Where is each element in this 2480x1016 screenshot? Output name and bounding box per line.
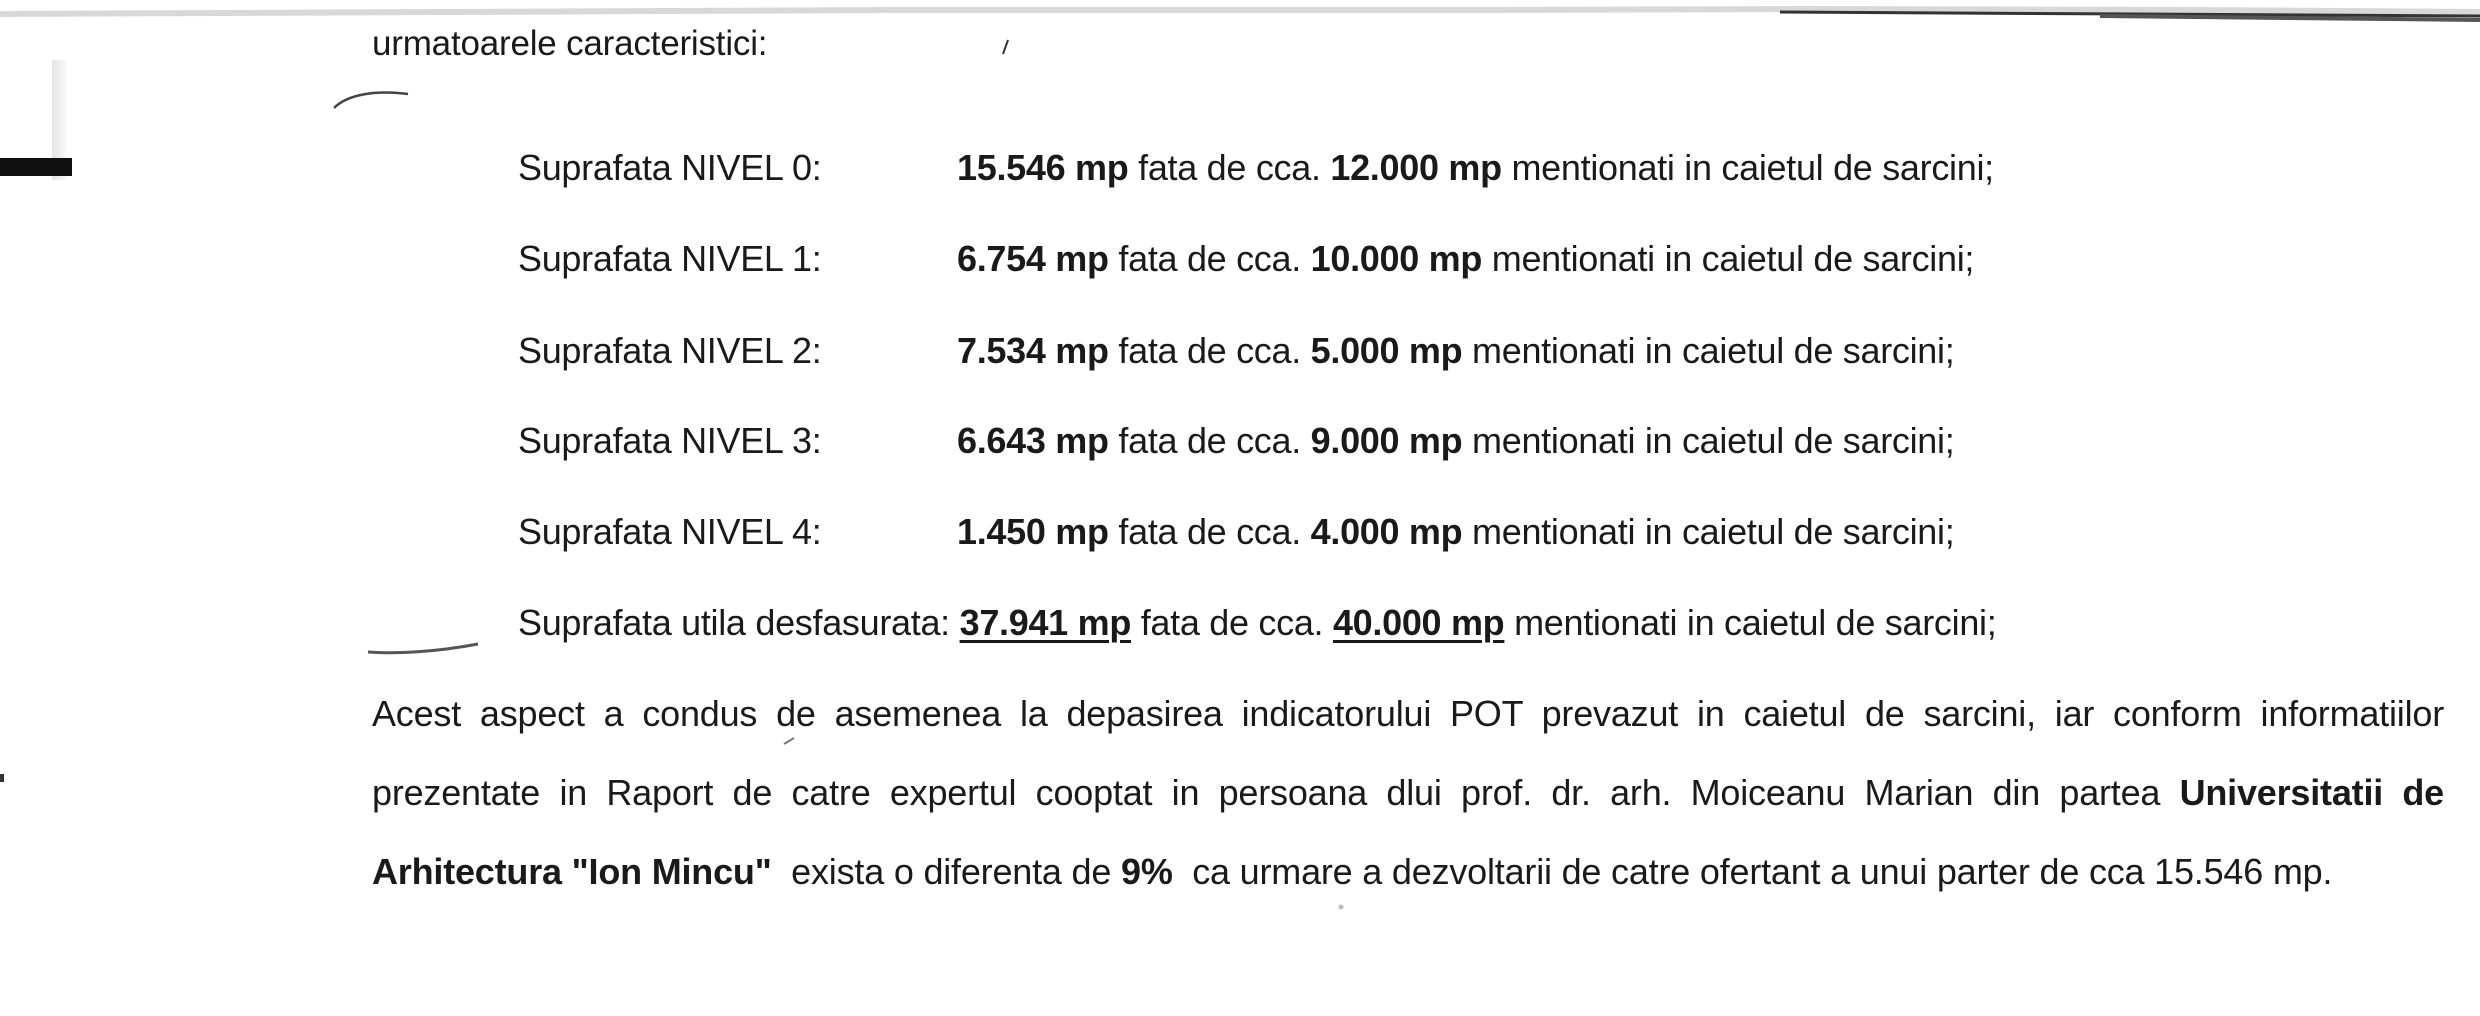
level-value <box>957 416 1954 466</box>
scan-edge-line <box>0 0 2480 24</box>
level-value <box>957 326 1954 376</box>
level-area: 7.534 mp <box>957 330 1109 371</box>
total-tail: mentionati in caietul de sarcini; <box>1514 602 1997 643</box>
level-required: 4.000 mp <box>1310 511 1463 552</box>
pencil-curve-mark <box>330 82 414 114</box>
scan-edge-mark <box>0 158 72 176</box>
level-label: Suprafata NIVEL 1: <box>518 238 822 279</box>
level-label: Suprafata NIVEL 3: <box>518 420 822 461</box>
level-mid: fata de cca. <box>1118 330 1301 371</box>
level-area: 6.754 mp <box>957 238 1109 279</box>
level-mid: fata de cca. <box>1138 147 1321 188</box>
scan-speck <box>1336 902 1346 912</box>
intro-line: urmatoarele caracteristici: <box>372 24 768 63</box>
level-tail: mentionati in caietul de sarcini; <box>1472 420 1955 461</box>
level-area: 6.643 mp <box>957 420 1109 461</box>
difference-percent: 9% <box>1121 851 1173 892</box>
paragraph-line-2-text: prezentate in Raport de catre expertul cooptat in persoana dlui prof. dr. arh. Moiceanu Marian din partea <box>372 772 2161 813</box>
level-required: 9.000 mp <box>1310 420 1463 461</box>
university-name-part1: Universitatii de <box>2179 772 2444 813</box>
level-value <box>957 507 1954 557</box>
level-tail: mentionati in caietul de sarcini; <box>1472 511 1955 552</box>
level-area: 1.450 mp <box>957 511 1109 552</box>
total-area: 37.941 mp <box>959 602 1132 643</box>
level-value <box>957 143 1994 193</box>
level-mid: fata de cca. <box>1118 420 1301 461</box>
level-mid: fata de cca. <box>1118 511 1301 552</box>
pencil-tick-mark <box>1000 36 1012 58</box>
level-tail: mentionati in caietul de sarcini; <box>1472 330 1955 371</box>
total-required: 40.000 mp <box>1332 602 1505 643</box>
paragraph-line-3-tail: ca urmare a dezvoltarii de catre ofertant a unui parter de cca 15.546 mp. <box>1192 851 2333 892</box>
paragraph-line-3-mid: exista o diferenta de <box>791 851 1112 892</box>
scan-dot <box>0 774 4 782</box>
paragraph-line-2 <box>372 768 2444 818</box>
level-required: 12.000 mp <box>1330 147 1502 188</box>
university-name-part2: Arhitectura "Ion Mincu" <box>372 851 772 892</box>
paragraph-line-1: Acest aspect a condus de asemenea la depasirea indicatorului POT prevazut in caietul de sarcini, iar conform informatiilor <box>372 693 2444 734</box>
level-label: Suprafata NIVEL 4: <box>518 511 822 552</box>
total-mid: fata de cca. <box>1140 602 1324 643</box>
level-tail: mentionati in caietul de sarcini; <box>1491 238 1975 279</box>
level-label: Suprafata NIVEL 2: <box>518 330 822 371</box>
level-required: 5.000 mp <box>1310 330 1463 371</box>
pencil-underline-mark <box>366 636 482 658</box>
level-area: 15.546 mp <box>957 147 1129 188</box>
level-mid: fata de cca. <box>1118 238 1301 279</box>
paragraph-line-3 <box>372 847 2444 897</box>
total-row <box>518 598 1996 648</box>
level-value <box>957 234 1974 284</box>
level-label: Suprafata NIVEL 0: <box>518 147 822 188</box>
total-label: Suprafata utila desfasurata: <box>518 602 950 643</box>
level-required: 10.000 mp <box>1310 238 1483 279</box>
level-tail: mentionati in caietul de sarcini; <box>1511 147 1994 188</box>
